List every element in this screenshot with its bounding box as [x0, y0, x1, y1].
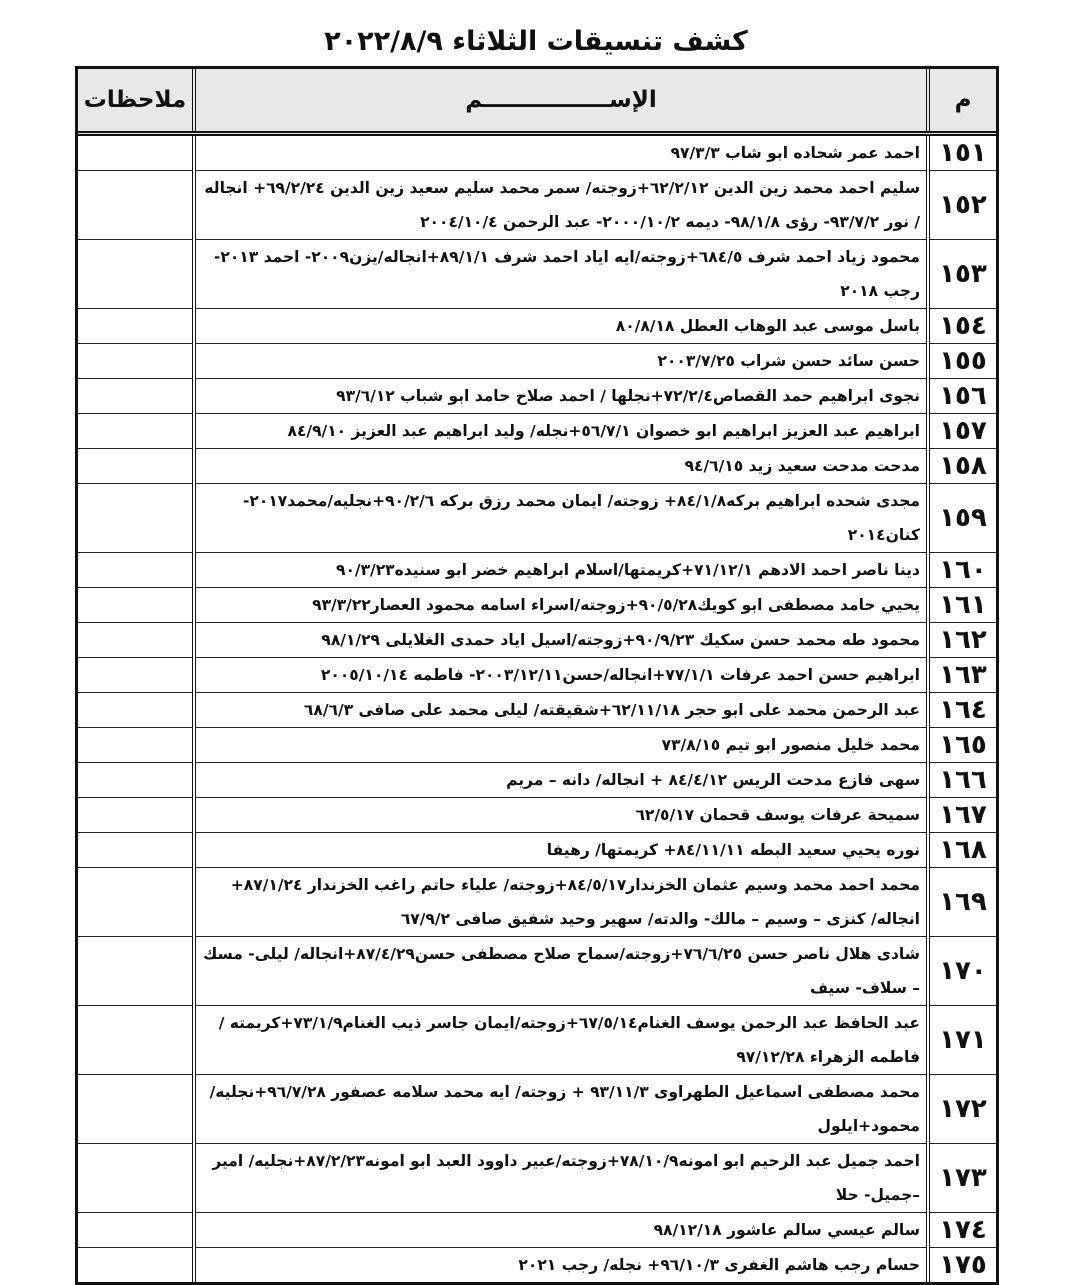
table-row	[78, 1075, 996, 1144]
row-number: ١٦٥	[928, 728, 996, 763]
table-row	[78, 588, 996, 623]
row-name: محمود زياد احمد شرف ٦٨٤/٥+زوجته/ايه اياد احمد شرف ٨٩/١/١+انجاله/يزن٢٠٠٩- احمد ٢٠١٣- رجب ٢٠١٨	[194, 240, 928, 309]
row-number: ١٦٩	[928, 868, 996, 937]
row-notes	[78, 449, 194, 484]
row-name: باسل موسى عبد الوهاب العطل ٨٠/٨/١٨	[194, 309, 928, 344]
row-name: مجدى شحده ابراهيم بركه٨٤/١/٨+ زوجته/ ايمان محمد رزق بركه ٩٠/٢/٦+نجليه/محمد٢٠١٧- كنان٢٠١٤	[194, 484, 928, 553]
row-notes	[78, 1075, 194, 1144]
header-notes: ملاحظات	[78, 69, 194, 134]
row-name: عبد الرحمن محمد على ابو حجر ٦٢/١١/١٨+شقيقته/ ليلى محمد على صافى ٦٨/٦/٣	[194, 693, 928, 728]
table-row	[78, 1248, 996, 1283]
row-name: مدحت مدحت سعيد زيد ٩٤/٦/١٥	[194, 449, 928, 484]
row-number: ١٥٤	[928, 309, 996, 344]
row-name: احمد جميل عبد الرحيم ابو امونه٧٨/١٠/٩+زوجته/عبير داوود العبد ابو امونه٨٧/٢/٢٣+نجليه/ امير –جميل- حلا	[194, 1144, 928, 1213]
row-name: سالم عيسي سالم عاشور ٩٨/١٢/١٨	[194, 1213, 928, 1248]
row-notes	[78, 623, 194, 658]
row-number: ١٥٥	[928, 344, 996, 379]
row-notes	[78, 240, 194, 309]
table-row	[78, 1213, 996, 1248]
row-number: ١٦٢	[928, 623, 996, 658]
header-row	[78, 69, 996, 134]
row-name: محمد خليل منصور ابو تيم ٧٣/٨/١٥	[194, 728, 928, 763]
table-row	[78, 134, 996, 171]
row-number: ١٦٠	[928, 553, 996, 588]
row-name: حسن سائد حسن شراب ٢٠٠٣/٧/٢٥	[194, 344, 928, 379]
table-row	[78, 309, 996, 344]
row-name: عبد الحافظ عبد الرحمن يوسف الغنام٦٧/٥/١٤+زوجته/ايمان جاسر ذيب الغنام٧٣/١/٩+كريمته / فاطمه الزهراء ٩٧/١٢/٢٨	[194, 1006, 928, 1075]
row-notes	[78, 693, 194, 728]
row-name: سميحة عرفات يوسف قحمان ٦٢/٥/١٧	[194, 798, 928, 833]
row-number: ١٥٩	[928, 484, 996, 553]
row-notes	[78, 134, 194, 171]
table-row	[78, 414, 996, 449]
row-notes	[78, 1248, 194, 1283]
table-row	[78, 937, 996, 1006]
row-number: ١٧٢	[928, 1075, 996, 1144]
row-name: ابراهيم عبد العزيز ابراهيم ابو خصوان ٥٦/٧/١+نجله/ وليد ابراهيم عبد العزيز ٨٤/٩/١٠	[194, 414, 928, 449]
table-row	[78, 833, 996, 868]
row-name: محمود طه محمد حسن سكيك ٩٠/٩/٢٣+زوجته/اسيل اياد حمدى الغلايلى ٩٨/١/٢٩	[194, 623, 928, 658]
table-row	[78, 1144, 996, 1213]
row-name: محمد احمد محمد وسيم عثمان الخزندار٨٤/٥/١٧+زوجته/ علياء حاتم راغب الخزندار ٨٧/١/٢٤+ انجاله/ كنزى – وسيم – مالك- والدته/ سهير وحيد شفيق صافى ٦٧/٩/٢	[194, 868, 928, 937]
row-notes	[78, 833, 194, 868]
page-title: كشف تنسيقات الثلاثاء ٢٠٢٢/٨/٩	[324, 26, 748, 57]
coordination-table	[75, 66, 999, 1285]
table-row	[78, 379, 996, 414]
row-number: ١٧٥	[928, 1248, 996, 1283]
row-number: ١٥٧	[928, 414, 996, 449]
table-row	[78, 344, 996, 379]
row-name: حسام رجب هاشم الغفرى ٩٦/١٠/٣+ نجله/ رجب ٢٠٢١	[194, 1248, 928, 1283]
row-name: ابراهيم حسن احمد عرفات ٧٧/١/١+انجاله/حسن٢٠٠٣/١٢/١١- فاطمه ٢٠٠٥/١٠/١٤	[194, 658, 928, 693]
row-notes	[78, 763, 194, 798]
row-notes	[78, 728, 194, 763]
table-row	[78, 693, 996, 728]
row-notes	[78, 1213, 194, 1248]
row-notes	[78, 344, 194, 379]
row-number: ١٥٦	[928, 379, 996, 414]
table-row	[78, 484, 996, 553]
row-notes	[78, 658, 194, 693]
row-number: ١٦٨	[928, 833, 996, 868]
row-number: ١٥٨	[928, 449, 996, 484]
row-number: ١٦٣	[928, 658, 996, 693]
row-notes	[78, 379, 194, 414]
row-name: محمد مصطفى اسماعيل الطهراوى ٩٣/١١/٣ + زوجته/ ايه محمد سلامه عصفور ٩٦/٧/٢٨+نجليه/محمود+ايلول	[194, 1075, 928, 1144]
row-number: ١٧٣	[928, 1144, 996, 1213]
row-notes	[78, 309, 194, 344]
table-row	[78, 623, 996, 658]
row-name: سليم احمد محمد زين الدين ٦٢/٢/١٢+زوجته/ سمر محمد سليم سعيد زين الدين ٦٩/٢/٢٤+ انجاله / نور ٩٣/٧/٢- رؤى ٩٨/١/٨- ديمه ٢٠٠٠/١٠/٢- عبد الرحمن ٢٠٠٤/١٠/٤	[194, 171, 928, 240]
table-row	[78, 868, 996, 937]
header-name: الإســــــــــــــــم	[194, 69, 928, 134]
row-notes	[78, 414, 194, 449]
row-number: ١٦١	[928, 588, 996, 623]
row-name: يحيي حامد مصطفى ابو كويك٩٠/٥/٢٨+زوجته/اسراء اسامه محمود العصار٩٣/٣/٢٢	[194, 588, 928, 623]
table-row	[78, 1006, 996, 1075]
row-number: ١٧٠	[928, 937, 996, 1006]
row-number: ١٦٧	[928, 798, 996, 833]
row-name: دينا ناصر احمد الادهم ٧١/١٢/١+كريمتها/اسلام ابراهيم خضر ابو سنيده٩٠/٣/٢٣	[194, 553, 928, 588]
row-name: سهى فازع مدحت الريس ٨٤/٤/١٢ + انجاله/ دانه – مريم	[194, 763, 928, 798]
row-number: ١٧١	[928, 1006, 996, 1075]
row-notes	[78, 171, 194, 240]
table-row	[78, 658, 996, 693]
row-notes	[78, 1006, 194, 1075]
row-number: ١٥١	[928, 134, 996, 171]
row-name: نجوى ابراهيم حمد القصاص٧٢/٢/٤+نجلها / احمد صلاح حامد ابو شباب ٩٣/٦/١٢	[194, 379, 928, 414]
table-row	[78, 728, 996, 763]
row-number: ١٥٣	[928, 240, 996, 309]
row-number: ١٦٦	[928, 763, 996, 798]
table-row	[78, 553, 996, 588]
row-number: ١٥٢	[928, 171, 996, 240]
row-notes	[78, 588, 194, 623]
table-row	[78, 449, 996, 484]
table-row	[78, 798, 996, 833]
header-number: م	[928, 69, 996, 134]
table-row	[78, 763, 996, 798]
row-name: نوره يحيي سعيد البطه ٨٤/١١/١١+ كريمتها/ رهيفا	[194, 833, 928, 868]
row-number: ١٧٤	[928, 1213, 996, 1248]
table-row	[78, 240, 996, 309]
row-number: ١٦٤	[928, 693, 996, 728]
row-notes	[78, 1144, 194, 1213]
row-notes	[78, 868, 194, 937]
table-row	[78, 171, 996, 240]
row-notes	[78, 484, 194, 553]
row-name: شادى هلال ناصر حسن ٧٦/٦/٢٥+زوجته/سماح صلاح مصطفى حسن٨٧/٤/٢٩+انجاله/ ليلى- مسك – سلاف- سيف	[194, 937, 928, 1006]
row-name: احمد عمر شحاده ابو شاب ٩٧/٣/٣	[194, 134, 928, 171]
row-notes	[78, 798, 194, 833]
row-notes	[78, 937, 194, 1006]
row-notes	[78, 553, 194, 588]
